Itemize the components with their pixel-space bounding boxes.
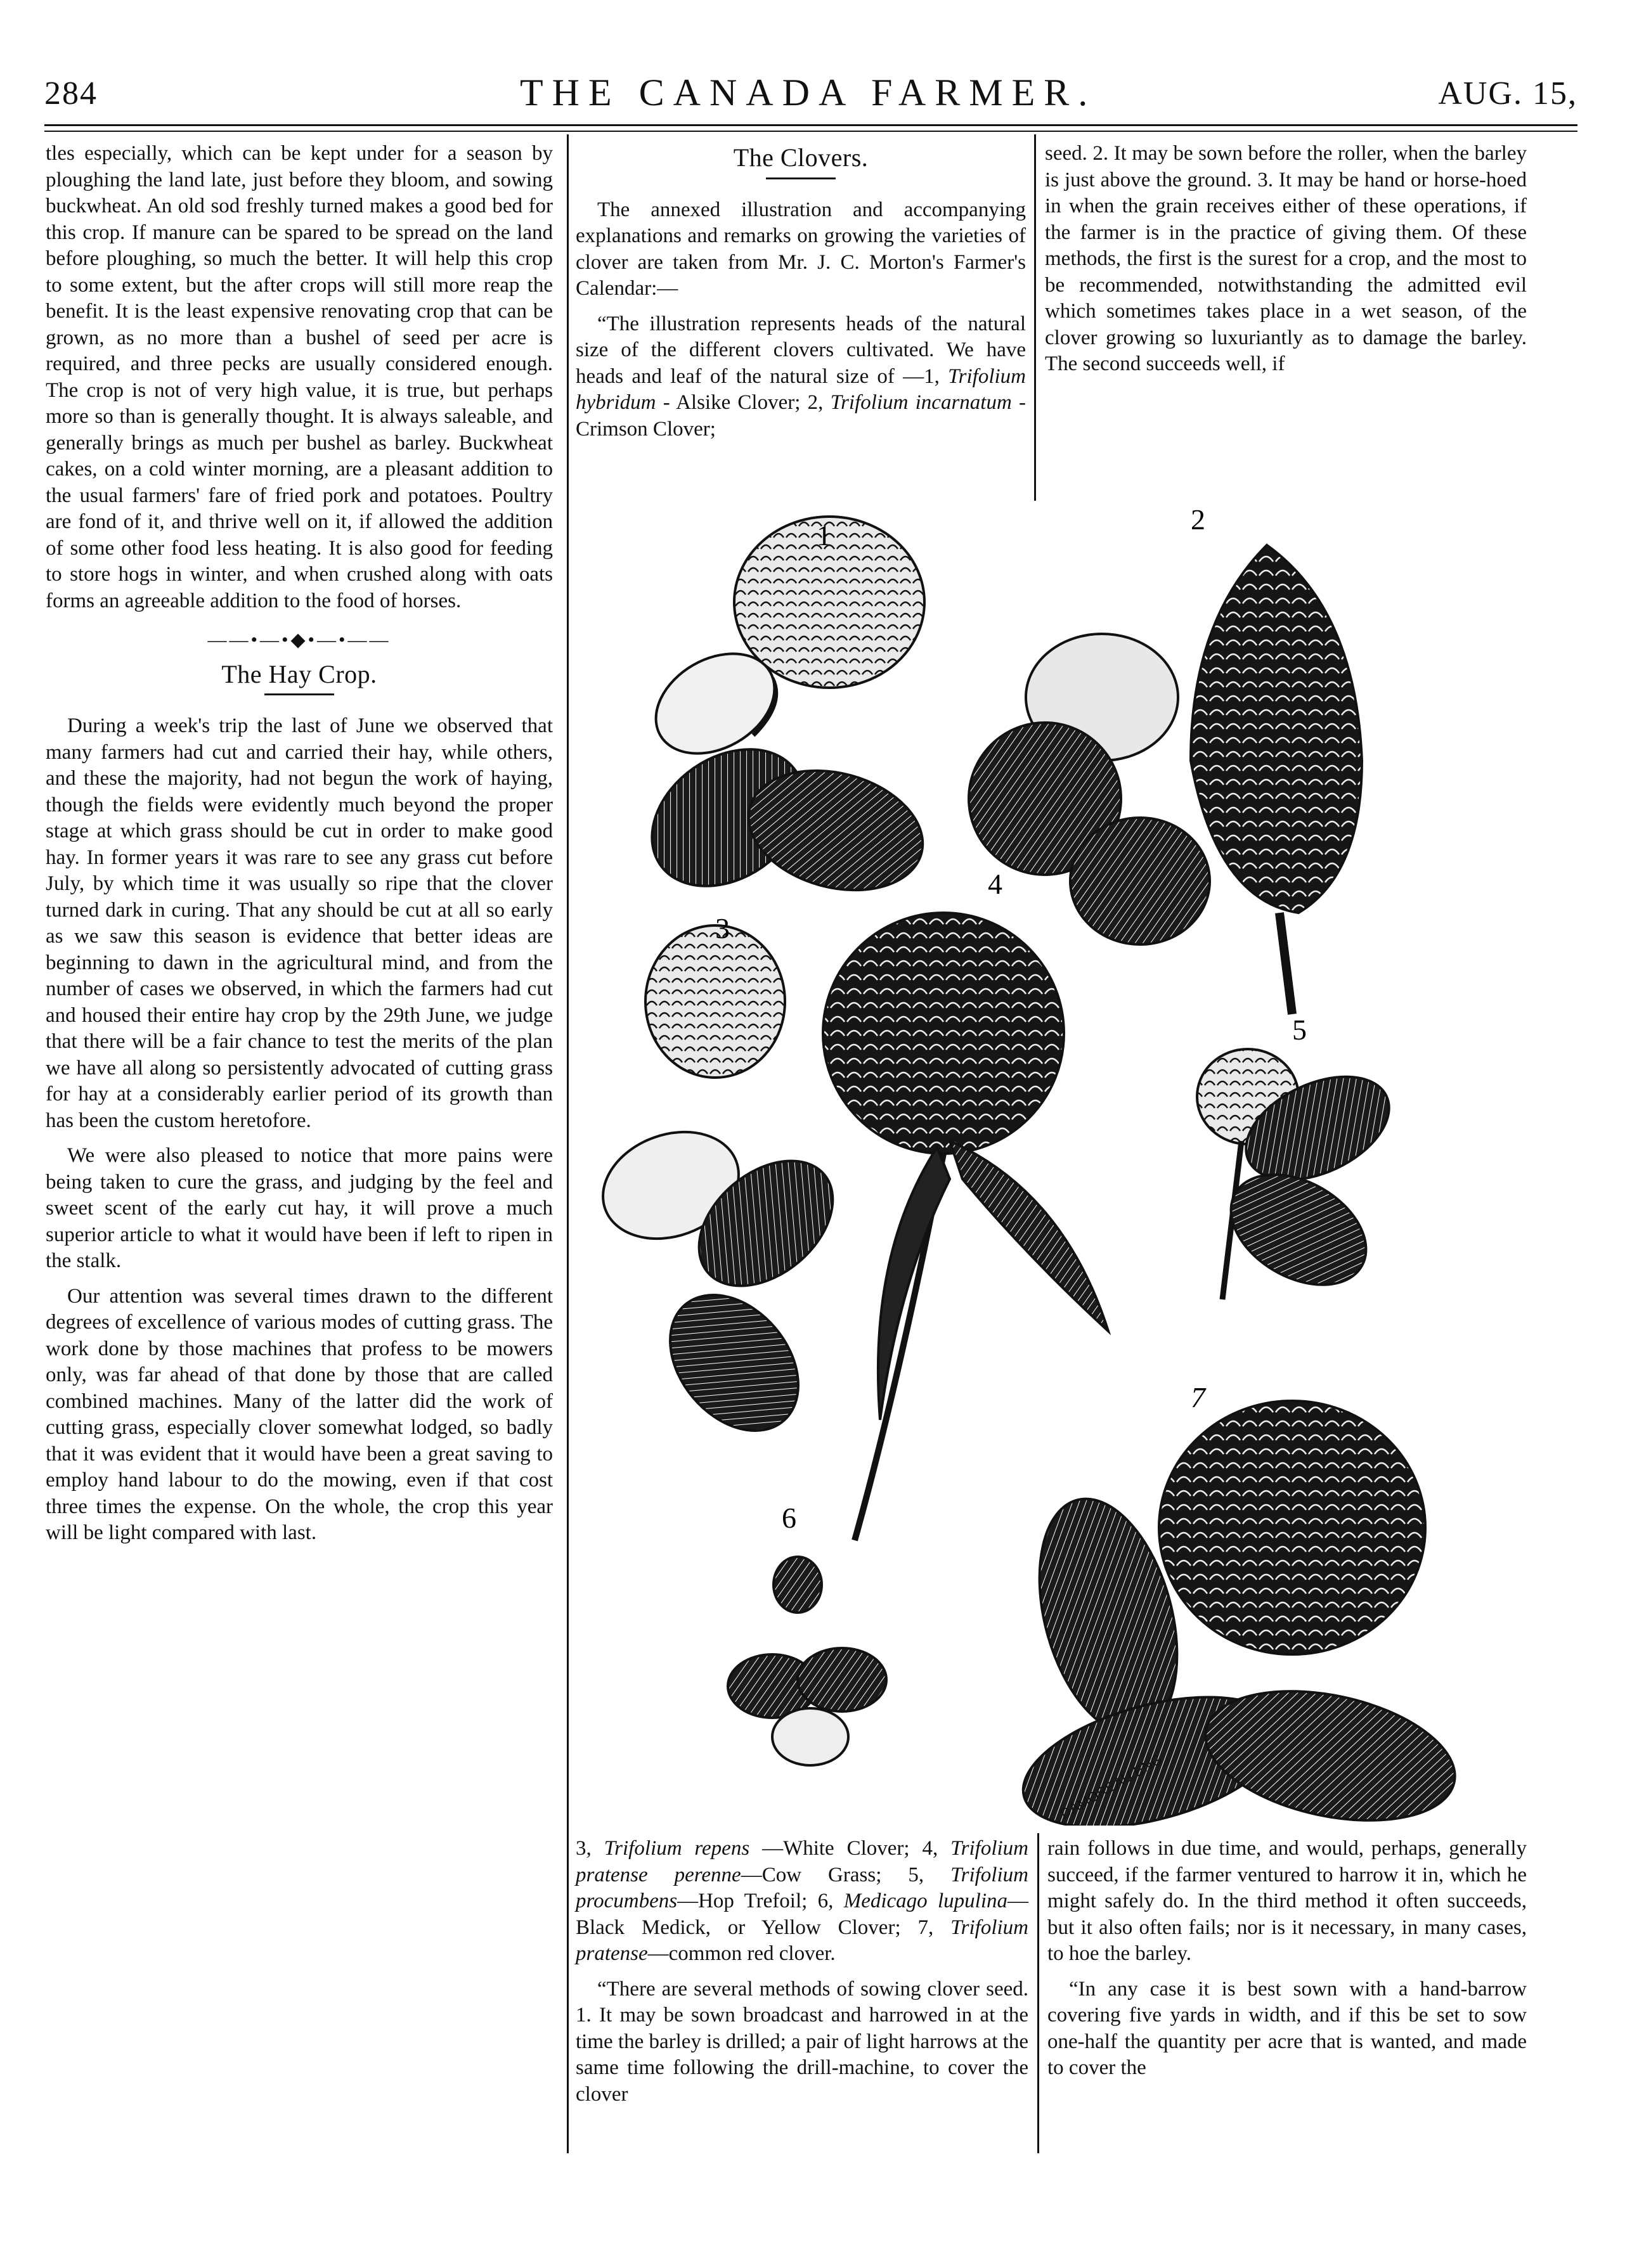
sowing-methods-intro: “There are several methods of sowing clover seed. 1. It may be sown broadcast and harrowed in at the time the barley is drilled; a pair of light harrows at the same time following the drill-machine, to cover the clover xyxy=(576,1977,1028,2106)
figure-number-1: 1 xyxy=(817,519,831,551)
sowing-methods-continued: rain follows in due time, and would, perhaps, generally succeed, if the farmer ventured to harrow it in, which he might safely do. In the third method it often succeeds, but it also often fails; nor is it necessary, in many cases, to hoe the barley. xyxy=(1047,1837,1527,1965)
clover-species-caption: 3, Trifolium repens —White Clover; 4, Trifolium pratense perenne—Cow Grass; 5, Trifolium procumbens—Hop Trefoil; 6, Medicago lupulina—Black Medick, or Yellow Clover; 7, Trifolium pratense—common red clover. xyxy=(576,1837,1028,1965)
figure-1-alsike-clover xyxy=(626,517,936,914)
figure-number-5: 5 xyxy=(1292,1014,1307,1046)
hay-crop-paragraph-3: Our attention was several times drawn to the different degrees of excellence of various modes of cutting grass. The work done by those machines that profess to be mowers only, was far ahead of that done by those that are called combined machines. Many of the latter did the work of cutting grass, especially clover somewhat lodged, so badly that it was evident that it would have been a great saving to employ hand labour to do the mowing, even if that cost three times the expense. On the whole, the crop this year will be light compared with last. xyxy=(46,1284,553,1544)
hay-crop-paragraph-1: During a week's trip the last of June we observed that many farmers had cut and carried their hay, while others, and these the majority, had not begun the work of haying, though the fields were evidently much beyond the proper stage at which grass should be cut in order to make good hay. In former years it was rare to see any grass cut before July, by which time it was usually so ripe that the clover turned dark in curing. That any should be cut at all so early as we saw this season is evidence that better ideas are beginning to dawn in the agricultural mind, and from the number of cases we observed, in which the farmers had cut and housed their entire hay crop by the 29th June, we judge that there will be a fair chance to test the merits of the plan we have all along so persistently advocated of cutting grass for hay at a considerably earlier period of its growth than has been the custom heretofore. xyxy=(46,714,553,1132)
figure-3-white-clover xyxy=(645,925,785,1078)
figure-2-crimson-clover xyxy=(969,545,1362,1014)
hay-crop-heading: The Hay Crop. xyxy=(221,659,377,688)
column-2-top xyxy=(576,141,1026,451)
buckwheat-paragraph: tles especially, which can be kept under for a season by ploughing the land late, just before they bloom, and sowing buckwheat. An old sod freshly turned makes a good bed for this crop. If manure can be spared to be spread on the land before ploughing, so much the better. It will help this crop to some extent, but the after crops will still more reap the benefit. It is the least expensive renovating crop that can be grown, as no more than a bushel of seed per acre is required, and three pecks are usually considered enough. The crop is not of very high value, it is true, but perhaps more so than is generally thought. It is always saleable, and generally brings as much per bushel as barley. Buckwheat cakes, on a cold winter morning, are a pleasant addition to the usual farmers' fare of fried pork and potatoes. Poultry are fond of it, and thrive well on it, if allowed the addition of some other food less heating. It is also good for feeding to store hogs in winter, and when crushed along with oats forms an agreeable addition to the food of horses. xyxy=(46,142,553,612)
figure-number-2: 2 xyxy=(1191,503,1205,536)
publication-title: THE CANADA FARMER. xyxy=(520,72,1097,113)
clovers-heading: The Clovers. xyxy=(733,143,869,172)
clover-illustration xyxy=(582,494,1546,1826)
clovers-intro: The annexed illustration and accompanying explanations and remarks on growing the varieties of clover are taken from Mr. J. C. Morton's Farmer's Calendar:— xyxy=(576,198,1026,300)
column-2-bottom xyxy=(576,1836,1028,2117)
clovers-illustration-text: “The illustration represents heads of the natural size of the different clovers cultivated. We have heads and leaf of the natural size of —1, Trifolium hybridum - Alsike Clover; 2, Trifolium incarnatum -Crimson Clover; xyxy=(576,312,1026,441)
engraver-credit: DAMOREAU ENG xyxy=(1058,1751,1165,1822)
figure-number-6: 6 xyxy=(782,1502,796,1534)
section-ornament: ——•—•◆•—•—— xyxy=(207,629,391,650)
figure-number-3: 3 xyxy=(715,912,730,944)
hand-barrow-paragraph: “In any case it is best sown with a hand-barrow covering five yards in width, and if this be set to sow one-half the quantity per acre that is wanted, and made to cover the xyxy=(1047,1977,1527,2079)
clover-engraving xyxy=(582,494,1546,1826)
column-rule-left xyxy=(567,134,569,2153)
column-1 xyxy=(46,141,553,1556)
hay-crop-paragraph-2: We were also pleased to notice that more pains were being taken to cure the grass, and judging by the feel and sweet scent of the early cut hay, it will prove a much superior article to what it would have been if left to ripen in the stalk. xyxy=(46,1144,553,1272)
heading-rule xyxy=(766,177,836,179)
column-rule-right-bottom xyxy=(1037,1833,1039,2153)
figure-6-black-medick xyxy=(728,1557,886,1765)
page-number: 284 xyxy=(44,75,98,112)
figure-number-7: 7 xyxy=(1191,1381,1205,1414)
header-rule-thin xyxy=(44,131,1577,132)
issue-date: AUG. 15, xyxy=(1438,75,1577,112)
figure-5-hop-trefoil xyxy=(1197,1049,1405,1307)
sowing-methods-text: seed. 2. It may be sown before the roller, when the barley is just above the ground. 3. It may be hand or horse-hoed in when the grain receives either of these operations, if the farmer is in the practice of giving them. Of these methods, the first is the surest for a crop, and the most to be recommended, notwithstanding the admitted evil which sometimes takes place in a wet season, of the clover growing so luxuriantly as to damage the barley. The second succeeds well, if xyxy=(1045,142,1527,375)
figure-number-4: 4 xyxy=(988,868,1002,900)
column-rule-right-top xyxy=(1034,134,1036,501)
figure-7-red-clover xyxy=(1009,1401,1467,1826)
heading-rule xyxy=(264,693,334,695)
column-3-top xyxy=(1045,141,1527,387)
column-3-bottom xyxy=(1047,1836,1527,2091)
header-rule xyxy=(44,124,1577,126)
